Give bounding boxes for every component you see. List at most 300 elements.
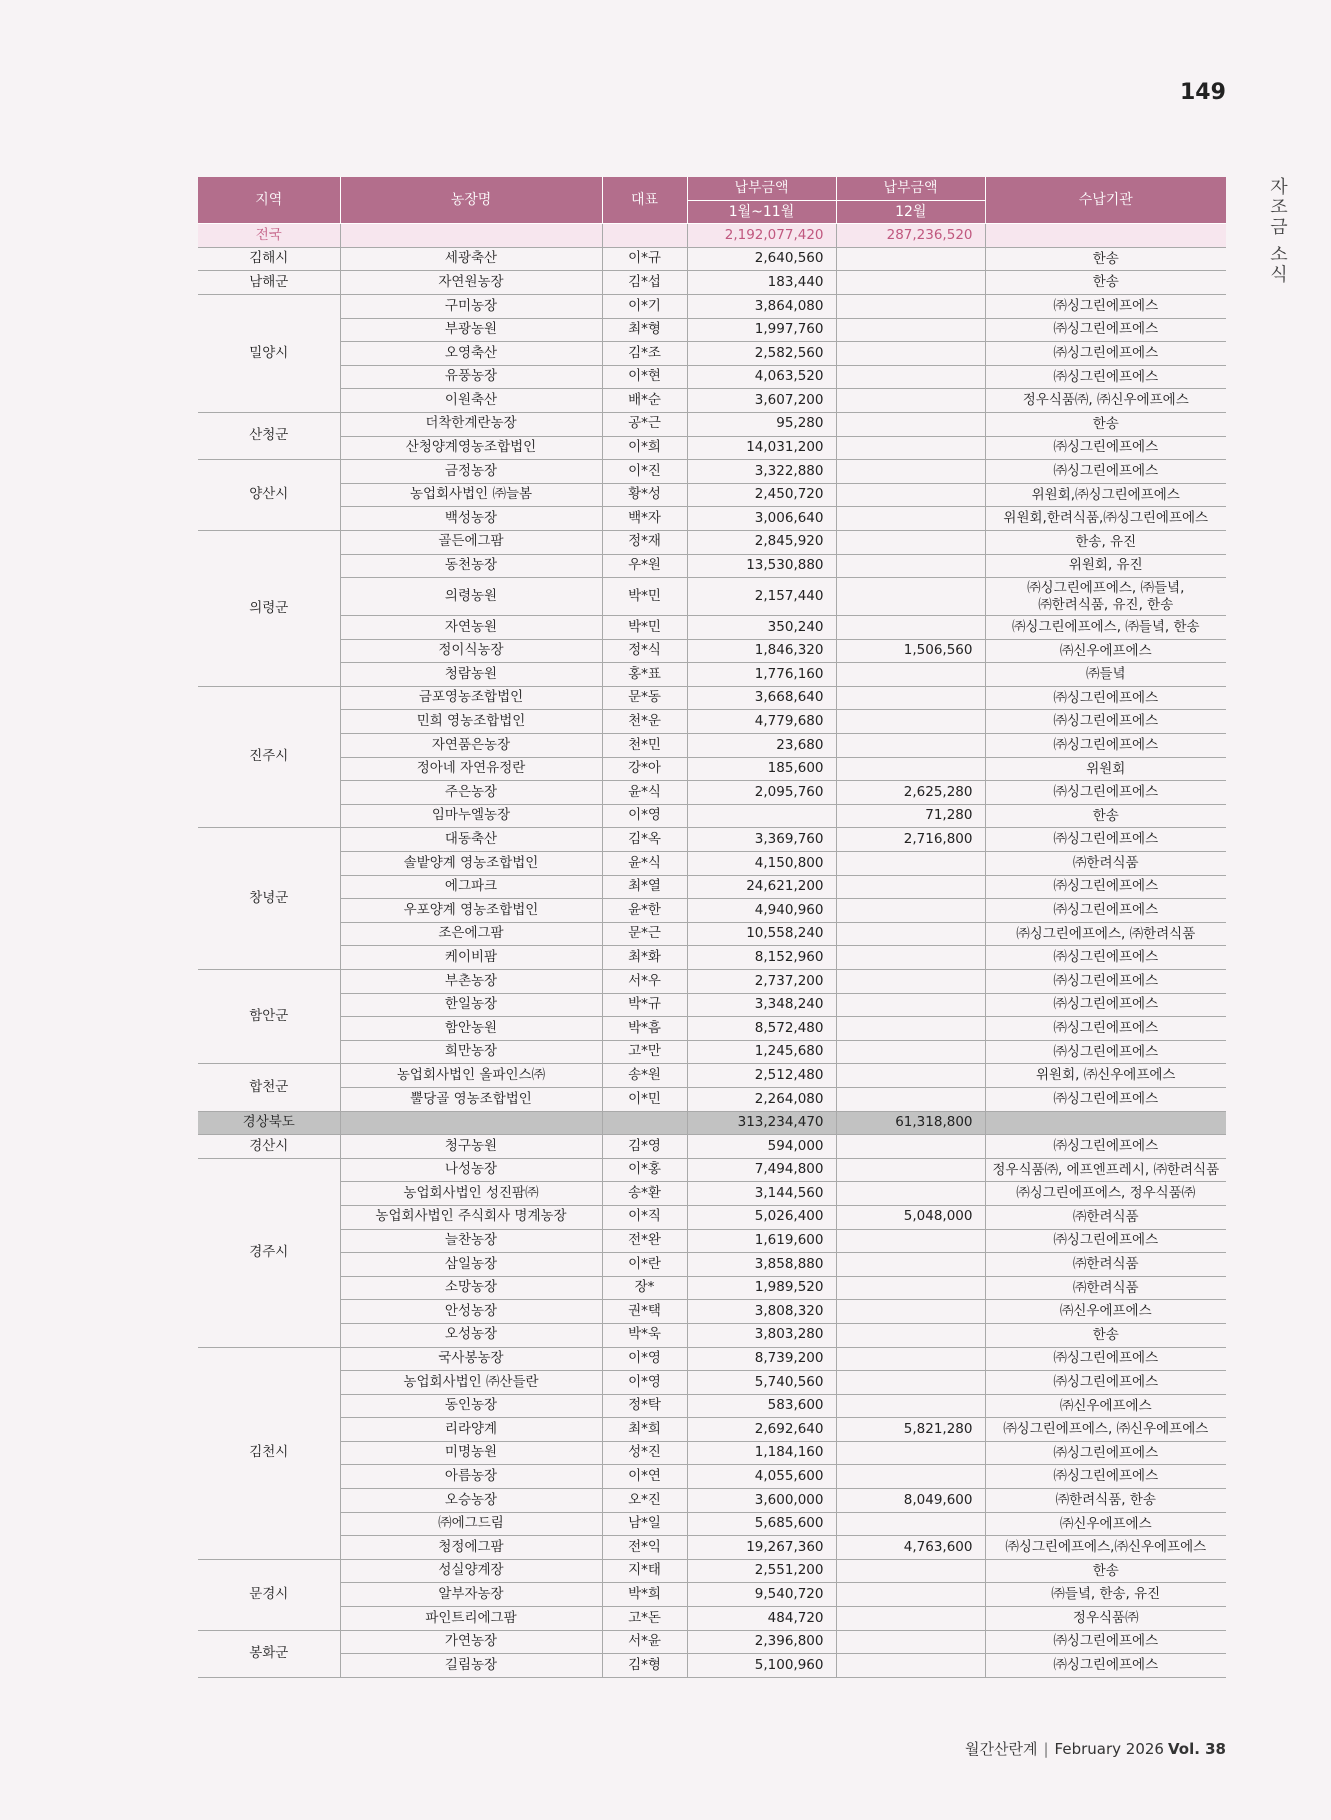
agency-text: ㈜싱그린에프에스: [1053, 878, 1159, 895]
farm-name-cell: 유풍농장: [340, 365, 602, 389]
representative-cell: 정*재: [602, 530, 687, 554]
representative-cell: 홍*표: [602, 663, 687, 687]
farm-name-cell: 미명농원: [340, 1441, 602, 1465]
representative-cell: 최*화: [602, 946, 687, 970]
table-row: [198, 483, 1226, 507]
representative-cell: 이*희: [602, 436, 687, 460]
amount-dec-cell: [836, 507, 985, 531]
amount-jan-nov-cell: 4,940,960: [687, 899, 836, 923]
agency-cell: [985, 639, 1226, 663]
agency-text: ㈜싱그린에프에스, ㈜들녘,: [1027, 579, 1185, 596]
agency-text: 정우식품㈜, ㈜신우에프에스: [1022, 392, 1189, 409]
agency-text: ㈜한려식품, 한송: [1055, 1491, 1156, 1508]
representative-cell: 권*택: [602, 1300, 687, 1324]
agency-text: 정우식품㈜: [1072, 1609, 1139, 1626]
agency-cell: [985, 1583, 1226, 1607]
amount-dec-cell: [836, 1654, 985, 1678]
agency-text: 한송: [1092, 1562, 1119, 1579]
farm-name-cell: 의령농원: [340, 578, 602, 616]
agency-text: 위원회: [1086, 760, 1126, 777]
agency-text: 한송: [1092, 807, 1119, 824]
agency-text: ㈜싱그린에프에스: [1053, 713, 1159, 730]
table-row: [198, 1607, 1226, 1631]
agency-text: ㈜신우에프에스: [1059, 1515, 1152, 1532]
representative-cell: 고*돈: [602, 1607, 687, 1631]
agency-cell: [985, 1205, 1226, 1229]
amount-dec-cell: [836, 389, 985, 413]
farm-name-cell: 자연농원: [340, 616, 602, 640]
agency-cell: [985, 970, 1226, 994]
agency-text: ㈜신우에프에스: [1059, 642, 1152, 659]
agency-cell: [985, 460, 1226, 484]
table-row: [198, 1489, 1226, 1513]
amount-jan-nov-cell: 7,494,800: [687, 1158, 836, 1182]
representative-cell: [602, 224, 687, 248]
agency-text: 위원회, ㈜신우에프에스: [1036, 1067, 1176, 1084]
agency-cell: [985, 1111, 1226, 1135]
farm-name-cell: 금포영농조합법인: [340, 686, 602, 710]
amount-jan-nov-cell: 3,607,200: [687, 389, 836, 413]
representative-cell: 이*민: [602, 1087, 687, 1111]
amount-jan-nov-cell: 583,600: [687, 1394, 836, 1418]
amount-jan-nov-cell: [687, 804, 836, 828]
farm-name-cell: 오영축산: [340, 342, 602, 366]
agency-cell: [985, 1182, 1226, 1206]
amount-dec-cell: [836, 1017, 985, 1041]
payment-table: [198, 177, 1226, 1678]
representative-cell: 김*조: [602, 342, 687, 366]
agency-cell: [985, 1441, 1226, 1465]
farm-name-cell: 나성농장: [340, 1158, 602, 1182]
table-row: [198, 530, 1226, 554]
representative-cell: 김*형: [602, 1654, 687, 1678]
amount-dec-cell: [836, 899, 985, 923]
table-row: [198, 639, 1226, 663]
agency-text: ㈜한려식품: [1072, 1255, 1139, 1272]
amount-jan-nov-cell: 1,245,680: [687, 1040, 836, 1064]
agency-text: ㈜신우에프에스: [1059, 1397, 1152, 1414]
section-label: 자조금 소식: [1267, 177, 1288, 285]
amount-jan-nov-cell: 2,157,440: [687, 578, 836, 616]
farm-name-cell: 가연농장: [340, 1630, 602, 1654]
table-row: [198, 1347, 1226, 1371]
amount-jan-nov-cell: 13,530,880: [687, 554, 836, 578]
table-row: [198, 946, 1226, 970]
amount-dec-cell: [836, 1253, 985, 1277]
agency-cell: [985, 781, 1226, 805]
table-row: [198, 663, 1226, 687]
agency-text: ㈜들녘, 한송, 유진: [1051, 1586, 1161, 1603]
table-row: [198, 899, 1226, 923]
volume-number: Vol. 38: [1167, 1740, 1226, 1758]
agency-cell: [985, 1489, 1226, 1513]
table-row: [198, 852, 1226, 876]
amount-jan-nov-cell: 1,619,600: [687, 1229, 836, 1253]
amount-dec-cell: [836, 1158, 985, 1182]
amount-jan-nov-cell: 594,000: [687, 1135, 836, 1159]
agency-cell: [985, 1300, 1226, 1324]
table-row: [198, 828, 1226, 852]
agency-cell: [985, 294, 1226, 318]
farm-name-cell: 구미농장: [340, 294, 602, 318]
amount-jan-nov-cell: 1,846,320: [687, 639, 836, 663]
representative-cell: 지*태: [602, 1559, 687, 1583]
farm-name-cell: 농업회사법인 올파인스㈜: [340, 1064, 602, 1088]
amount-jan-nov-cell: 8,572,480: [687, 1017, 836, 1041]
amount-jan-nov-cell: 1,989,520: [687, 1276, 836, 1300]
agency-cell: [985, 1559, 1226, 1583]
agency-text: ㈜싱그린에프에스: [1053, 368, 1159, 385]
region-cell: 함안군: [198, 970, 340, 1064]
agency-text: ㈜싱그린에프에스,㈜신우에프에스: [1005, 1539, 1207, 1556]
amount-dec-cell: [836, 993, 985, 1017]
representative-cell: 문*근: [602, 922, 687, 946]
amount-dec-cell: 2,625,280: [836, 781, 985, 805]
representative-cell: 박*욱: [602, 1323, 687, 1347]
farm-name-cell: 정아네 자연유정란: [340, 757, 602, 781]
agency-text: ㈜들녘: [1085, 666, 1126, 683]
representative-cell: 이*영: [602, 1347, 687, 1371]
representative-cell: 성*진: [602, 1441, 687, 1465]
agency-cell: [985, 247, 1226, 271]
amount-dec-cell: [836, 1229, 985, 1253]
amount-dec-cell: [836, 1135, 985, 1159]
farm-name-cell: 더착한계란농장: [340, 412, 602, 436]
agency-cell: [985, 1135, 1226, 1159]
agency-cell: [985, 342, 1226, 366]
farm-name-cell: 늘찬농장: [340, 1229, 602, 1253]
agency-cell: [985, 1394, 1226, 1418]
agency-cell: [985, 922, 1226, 946]
agency-text: 정우식품㈜, 에프엔프레시, ㈜한려식품: [992, 1161, 1220, 1178]
agency-cell: [985, 852, 1226, 876]
national-total-row: [198, 224, 1226, 248]
amount-dec-cell: [836, 616, 985, 640]
table-row: [198, 318, 1226, 342]
region-cell: 김해시: [198, 247, 340, 271]
amount-dec-cell: 2,716,800: [836, 828, 985, 852]
agency-text: 한송, 유진: [1075, 533, 1137, 550]
amount-dec-cell: 5,048,000: [836, 1205, 985, 1229]
amount-jan-nov-cell: 2,845,920: [687, 530, 836, 554]
agency-text: ㈜싱그린에프에스: [1053, 972, 1159, 989]
representative-cell: 전*익: [602, 1536, 687, 1560]
table-row: [198, 616, 1226, 640]
representative-cell: 정*식: [602, 639, 687, 663]
agency-text: 한송: [1092, 415, 1119, 432]
agency-cell: [985, 530, 1226, 554]
issue-date: February 2026: [1054, 1740, 1164, 1758]
agency-text: ㈜싱그린에프에스: [1053, 1090, 1159, 1107]
amount-jan-nov-cell: 1,997,760: [687, 318, 836, 342]
farm-name-cell: 백성농장: [340, 507, 602, 531]
farm-name-cell: ㈜에그드림: [340, 1512, 602, 1536]
amount-jan-nov-cell: 2,192,077,420: [687, 224, 836, 248]
header-period-dec: 12월: [836, 200, 985, 224]
farm-name-cell: 대동축산: [340, 828, 602, 852]
representative-cell: 이*현: [602, 365, 687, 389]
amount-jan-nov-cell: 3,006,640: [687, 507, 836, 531]
farm-name-cell: 삼일농장: [340, 1253, 602, 1277]
representative-cell: 우*원: [602, 554, 687, 578]
farm-name-cell: 청람농원: [340, 663, 602, 687]
region-cell: 양산시: [198, 460, 340, 531]
amount-dec-cell: [836, 1276, 985, 1300]
representative-cell: 배*순: [602, 389, 687, 413]
amount-jan-nov-cell: 313,234,470: [687, 1111, 836, 1135]
representative-cell: 장*: [602, 1276, 687, 1300]
table-row: [198, 578, 1226, 616]
agency-cell: [985, 436, 1226, 460]
farm-name-cell: 아름농장: [340, 1465, 602, 1489]
agency-text: ㈜싱그린에프에스: [1053, 1043, 1159, 1060]
table-row: [198, 1465, 1226, 1489]
region-cell: 경상북도: [198, 1111, 340, 1135]
amount-jan-nov-cell: 183,440: [687, 271, 836, 295]
table-row: [198, 1182, 1226, 1206]
amount-jan-nov-cell: 23,680: [687, 734, 836, 758]
amount-jan-nov-cell: 4,150,800: [687, 852, 836, 876]
farm-name-cell: 희만농장: [340, 1040, 602, 1064]
amount-jan-nov-cell: 3,348,240: [687, 993, 836, 1017]
agency-cell: [985, 1418, 1226, 1442]
amount-dec-cell: [836, 686, 985, 710]
agency-text: ㈜싱그린에프에스: [1053, 439, 1159, 456]
agency-text: 위원회, 유진: [1068, 557, 1143, 574]
amount-dec-cell: [836, 530, 985, 554]
agency-cell: [985, 663, 1226, 687]
representative-cell: 오*진: [602, 1489, 687, 1513]
amount-dec-cell: [836, 663, 985, 687]
amount-jan-nov-cell: 2,450,720: [687, 483, 836, 507]
farm-name-cell: 금정농장: [340, 460, 602, 484]
table-row: [198, 1630, 1226, 1654]
agency-text: ㈜싱그린에프에스: [1053, 345, 1159, 362]
agency-text: ㈜싱그린에프에스: [1053, 1633, 1159, 1650]
agency-cell: [985, 1040, 1226, 1064]
representative-cell: 전*완: [602, 1229, 687, 1253]
amount-dec-cell: [836, 294, 985, 318]
representative-cell: 정*탁: [602, 1394, 687, 1418]
representative-cell: 강*아: [602, 757, 687, 781]
footer: [960, 1738, 1226, 1759]
farm-name-cell: 길림농장: [340, 1654, 602, 1678]
table-row: [198, 1158, 1226, 1182]
agency-cell: [985, 1512, 1226, 1536]
amount-jan-nov-cell: 350,240: [687, 616, 836, 640]
table-row: [198, 365, 1226, 389]
amount-jan-nov-cell: 2,264,080: [687, 1087, 836, 1111]
representative-cell: [602, 1111, 687, 1135]
agency-text: ㈜싱그린에프에스: [1053, 996, 1159, 1013]
amount-dec-cell: [836, 1040, 985, 1064]
table-row: [198, 1253, 1226, 1277]
amount-jan-nov-cell: 14,031,200: [687, 436, 836, 460]
region-cell: 남해군: [198, 271, 340, 295]
region-cell: 문경시: [198, 1559, 340, 1630]
amount-dec-cell: [836, 554, 985, 578]
agency-text: ㈜한려식품: [1072, 1279, 1139, 1296]
representative-cell: 이*연: [602, 1465, 687, 1489]
amount-jan-nov-cell: 4,779,680: [687, 710, 836, 734]
agency-cell: [985, 1630, 1226, 1654]
representative-cell: 박*민: [602, 616, 687, 640]
agency-text: ㈜싱그린에프에스: [1053, 784, 1159, 801]
agency-cell: [985, 1607, 1226, 1631]
amount-dec-cell: [836, 1441, 985, 1465]
amount-jan-nov-cell: 3,322,880: [687, 460, 836, 484]
table-row: [198, 342, 1226, 366]
amount-jan-nov-cell: 4,063,520: [687, 365, 836, 389]
amount-jan-nov-cell: 3,803,280: [687, 1323, 836, 1347]
representative-cell: 서*우: [602, 970, 687, 994]
amount-dec-cell: [836, 271, 985, 295]
table-row: [198, 804, 1226, 828]
representative-cell: 박*희: [602, 1583, 687, 1607]
amount-jan-nov-cell: 3,808,320: [687, 1300, 836, 1324]
farm-name-cell: 오성농장: [340, 1323, 602, 1347]
representative-cell: 남*일: [602, 1512, 687, 1536]
amount-dec-cell: [836, 970, 985, 994]
amount-jan-nov-cell: 5,100,960: [687, 1654, 836, 1678]
amount-dec-cell: [836, 1583, 985, 1607]
farm-name-cell: 정이식농장: [340, 639, 602, 663]
table-row: [198, 1559, 1226, 1583]
agency-text: 위원회,한려식품,㈜싱그린에프에스: [1003, 510, 1209, 527]
table-row: [198, 993, 1226, 1017]
amount-jan-nov-cell: 2,692,640: [687, 1418, 836, 1442]
table-row: [198, 1087, 1226, 1111]
agency-cell: [985, 1087, 1226, 1111]
table-row: [198, 271, 1226, 295]
agency-cell: [985, 616, 1226, 640]
representative-cell: 서*윤: [602, 1630, 687, 1654]
table-row: [198, 412, 1226, 436]
amount-dec-cell: 287,236,520: [836, 224, 985, 248]
farm-name-cell: 동인농장: [340, 1394, 602, 1418]
farm-name-cell: 소망농장: [340, 1276, 602, 1300]
agency-text: ㈜한려식품: [1072, 854, 1139, 871]
region-cell: 합천군: [198, 1064, 340, 1111]
agency-cell: [985, 1465, 1226, 1489]
farm-name-cell: 한일농장: [340, 993, 602, 1017]
magazine-name: 월간산란계: [965, 1740, 1038, 1758]
amount-jan-nov-cell: 3,858,880: [687, 1253, 836, 1277]
table-row: [198, 875, 1226, 899]
farm-name-cell: 알부자농장: [340, 1583, 602, 1607]
table-row: [198, 781, 1226, 805]
representative-cell: 문*동: [602, 686, 687, 710]
amount-dec-cell: [836, 1347, 985, 1371]
farm-name-cell: 자연품은농장: [340, 734, 602, 758]
amount-jan-nov-cell: 8,739,200: [687, 1347, 836, 1371]
agency-cell: [985, 993, 1226, 1017]
table-row: [198, 1323, 1226, 1347]
amount-dec-cell: 71,280: [836, 804, 985, 828]
agency-cell: [985, 1276, 1226, 1300]
amount-dec-cell: [836, 757, 985, 781]
representative-cell: 박*규: [602, 993, 687, 1017]
farm-name-cell: 산청양계영농조합법인: [340, 436, 602, 460]
amount-jan-nov-cell: 1,776,160: [687, 663, 836, 687]
table-row: [198, 1394, 1226, 1418]
agency-cell: [985, 578, 1226, 616]
farm-name-cell: 안성농장: [340, 1300, 602, 1324]
agency-text: ㈜싱그린에프에스, 정우식품㈜: [1016, 1185, 1196, 1202]
agency-text-line2: ㈜한려식품, 유진, 한송: [1038, 596, 1174, 613]
agency-cell: [985, 757, 1226, 781]
amount-dec-cell: [836, 1394, 985, 1418]
amount-dec-cell: 1,506,560: [836, 639, 985, 663]
amount-dec-cell: [836, 342, 985, 366]
farm-name-cell: 솔밭양계 영농조합법인: [340, 852, 602, 876]
amount-jan-nov-cell: 95,280: [687, 412, 836, 436]
agency-cell: [985, 710, 1226, 734]
agency-text: 위원회,㈜싱그린에프에스: [1031, 486, 1180, 503]
table-row: [198, 970, 1226, 994]
province-total-row: [198, 1111, 1226, 1135]
farm-name-cell: 이원축산: [340, 389, 602, 413]
representative-cell: 천*운: [602, 710, 687, 734]
agency-text: ㈜싱그린에프에스: [1053, 1232, 1159, 1249]
agency-cell: [985, 365, 1226, 389]
amount-dec-cell: [836, 734, 985, 758]
footer-separator: |: [1043, 1740, 1049, 1758]
amount-jan-nov-cell: 2,582,560: [687, 342, 836, 366]
table-row: [198, 247, 1226, 271]
amount-dec-cell: [836, 1323, 985, 1347]
amount-dec-cell: [836, 1630, 985, 1654]
representative-cell: 공*근: [602, 412, 687, 436]
amount-dec-cell: [836, 1300, 985, 1324]
agency-text: ㈜싱그린에프에스: [1053, 689, 1159, 706]
amount-dec-cell: 5,821,280: [836, 1418, 985, 1442]
representative-cell: 윤*한: [602, 899, 687, 923]
agency-cell: [985, 1158, 1226, 1182]
farm-name-cell: 함안농원: [340, 1017, 602, 1041]
amount-jan-nov-cell: 9,540,720: [687, 1583, 836, 1607]
representative-cell: 이*직: [602, 1205, 687, 1229]
farm-name-cell: 주은농장: [340, 781, 602, 805]
amount-jan-nov-cell: 8,152,960: [687, 946, 836, 970]
agency-cell: [985, 946, 1226, 970]
table-row: [198, 757, 1226, 781]
amount-jan-nov-cell: 3,144,560: [687, 1182, 836, 1206]
table-row: [198, 554, 1226, 578]
amount-dec-cell: [836, 946, 985, 970]
farm-name-cell: 뿔당골 영농조합법인: [340, 1087, 602, 1111]
agency-cell: [985, 1323, 1226, 1347]
agency-cell: [985, 828, 1226, 852]
agency-cell: [985, 875, 1226, 899]
farm-name-cell: 청구농원: [340, 1135, 602, 1159]
agency-cell: [985, 389, 1226, 413]
farm-name-cell: 농업회사법인 주식회사 명계농장: [340, 1205, 602, 1229]
amount-dec-cell: [836, 1512, 985, 1536]
amount-jan-nov-cell: 3,668,640: [687, 686, 836, 710]
header-rep: 대표: [602, 177, 687, 224]
header-period-jan-nov: 1월~11월: [687, 200, 836, 224]
agency-text: 한송: [1092, 1326, 1119, 1343]
farm-name-cell: 골든에그팜: [340, 530, 602, 554]
table-row: [198, 1441, 1226, 1465]
farm-name-cell: 국사봉농장: [340, 1347, 602, 1371]
region-cell: 산청군: [198, 412, 340, 459]
table-row: [198, 507, 1226, 531]
amount-dec-cell: [836, 1465, 985, 1489]
agency-cell: [985, 1347, 1226, 1371]
representative-cell: 이*진: [602, 460, 687, 484]
